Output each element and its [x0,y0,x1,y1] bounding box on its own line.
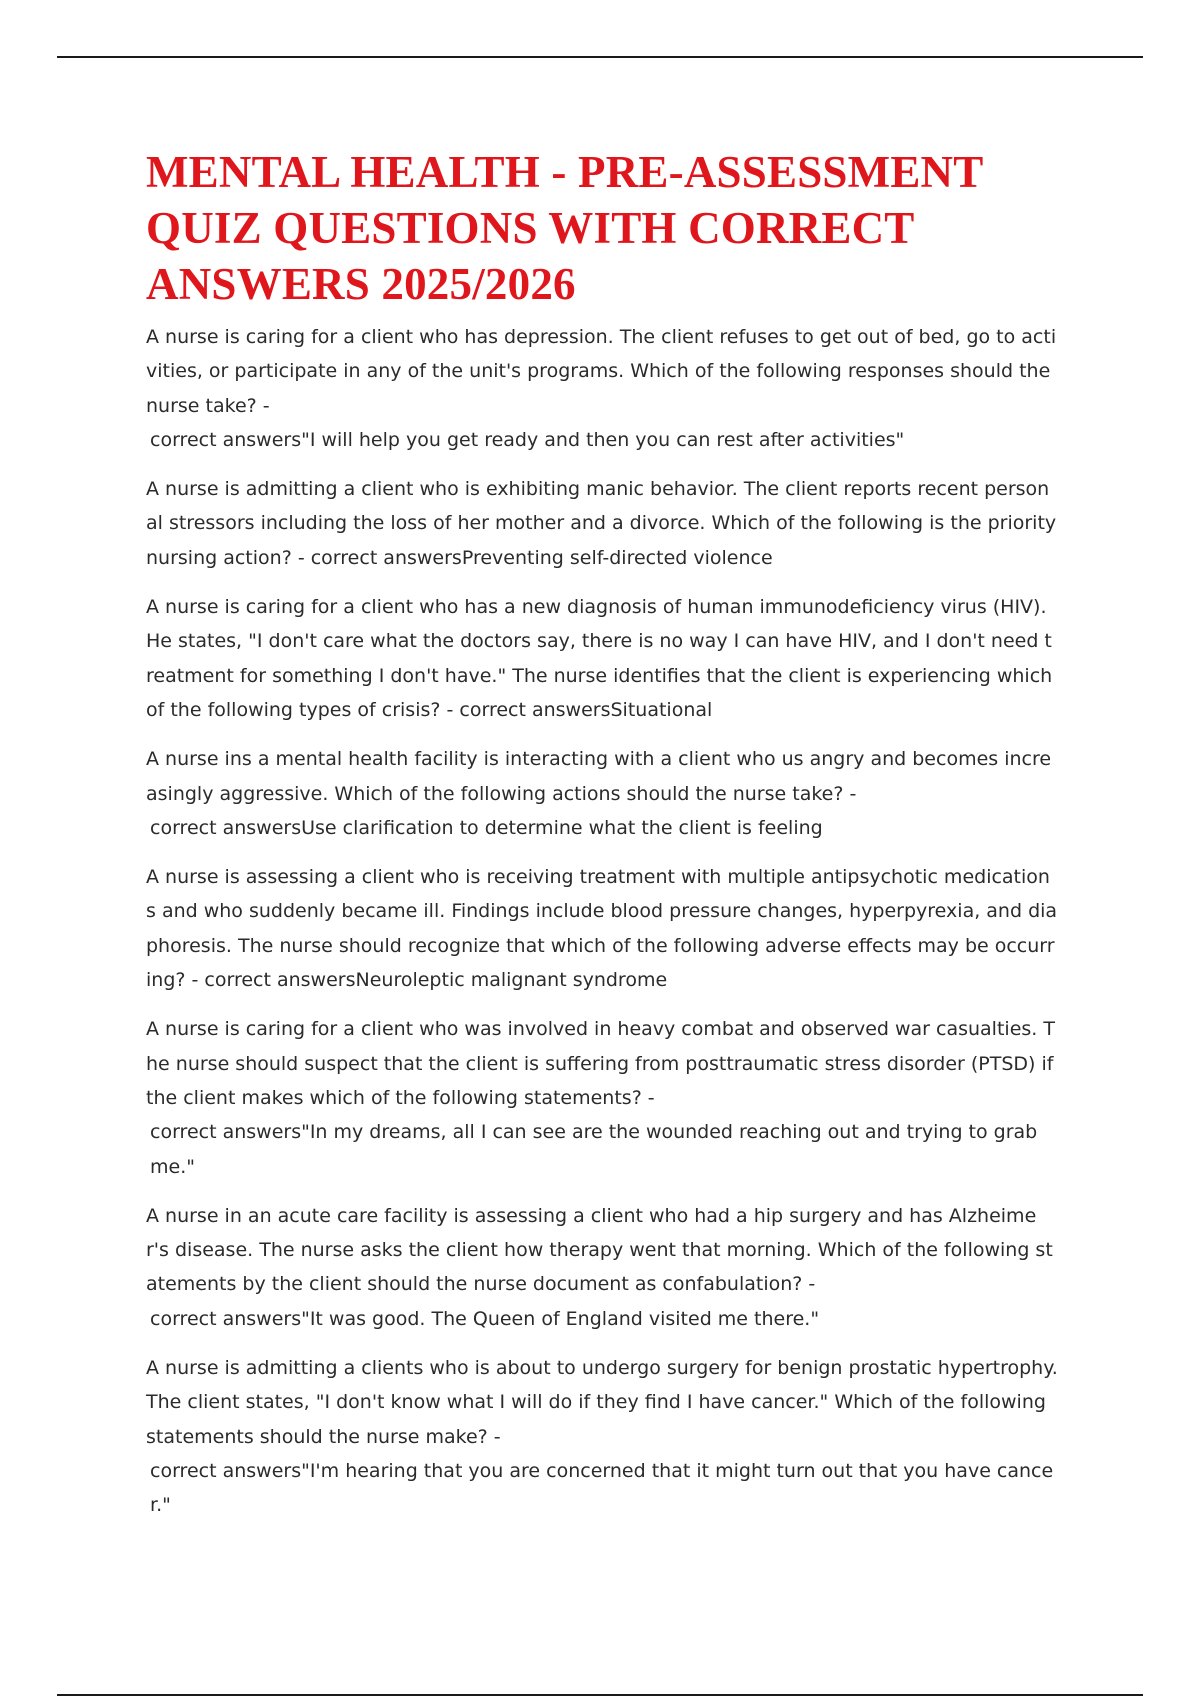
question-text: A nurse is caring for a client who has a new diagnosis of human immunodeficiency virus (HIV). He states, "I don't care what the doctors say, there is no way I can have HIV, and I don't need treatment for something I don't have." The nurse identifies that the client is experiencing which of the following types of crisis? - [146,596,1053,721]
bottom-rule [57,1694,1143,1696]
qa-item [146,472,1058,575]
question-text: A nurse ins a mental health facility is interacting with a client who us angry and becomes increasingly aggressive. Which of the following actions should the nurse take? - [146,748,1052,805]
qa-item [146,1199,1058,1336]
question-text: A nurse in an acute care facility is assessing a client who had a hip surgery and has Alzheimer's disease. The nurse asks the client how therapy went that morning. Which of the following statements by the client should the nurse document as confabulation? - [146,1204,1053,1296]
question-text: A nurse is admitting a client who is exhibiting manic behavior. The client reports recent personal stressors including the loss of her mother and a divorce. Which of the following is the priority nursing action? - [146,478,1057,569]
qa-item [146,320,1058,457]
qa-item [146,1012,1058,1183]
top-rule [57,56,1143,58]
answer-text: correct answers"I'm hearing that you are concerned that it might turn out that you have cancer." [150,1459,1054,1517]
document-title: MENTAL HEALTH - PRE-ASSESSMENT QUIZ QUESTIONS WITH CORRECT ANSWERS 2025/2026 [146,147,983,309]
document-page [146,144,1058,1538]
answer-text: correct answers"I will help you get ready and then you can rest after activities" [150,428,905,451]
qa-item [146,860,1058,997]
question-text: A nurse is caring for a client who was involved in heavy combat and observed war casualties. The nurse should suspect that the client is suffering from posttraumatic stress disorder (PTSD) if the client makes which of the following statements? - [146,1018,1055,1109]
question-text: A nurse is caring for a client who has depression. The client refuses to get out of bed, go to activities, or participate in any of the unit's programs. Which of the following responses should the nurse take? - [146,326,1057,417]
qa-item [146,590,1058,727]
answer-text: correct answersSituational [459,698,713,721]
qa-item [146,742,1058,845]
answer-text: correct answers"It was good. The Queen of England visited me there." [150,1307,820,1330]
answer-text: correct answersPreventing self-directed violence [310,546,773,569]
question-text: A nurse is assessing a client who is receiving treatment with multiple antipsychotic medications and who suddenly became ill. Findings include blood pressure changes, hyperpyrexia, and diaphoresis. The nurse should recognize that which of the following adverse effects may be occurring? - [146,866,1058,992]
qa-item [146,1351,1058,1522]
answer-text: correct answersUse clarification to determine what the client is feeling [150,816,823,839]
answer-text: correct answers"In my dreams, all I can see are the wounded reaching out and trying to grab me." [150,1121,1038,1178]
answer-text: correct answersNeuroleptic malignant syndrome [204,969,668,992]
question-text: A nurse is admitting a clients who is about to undergo surgery for benign prostatic hypertrophy. The client states, "I don't know what I will do if they find I have cancer." Which of the following statements should the nurse make? - [146,1357,1058,1448]
